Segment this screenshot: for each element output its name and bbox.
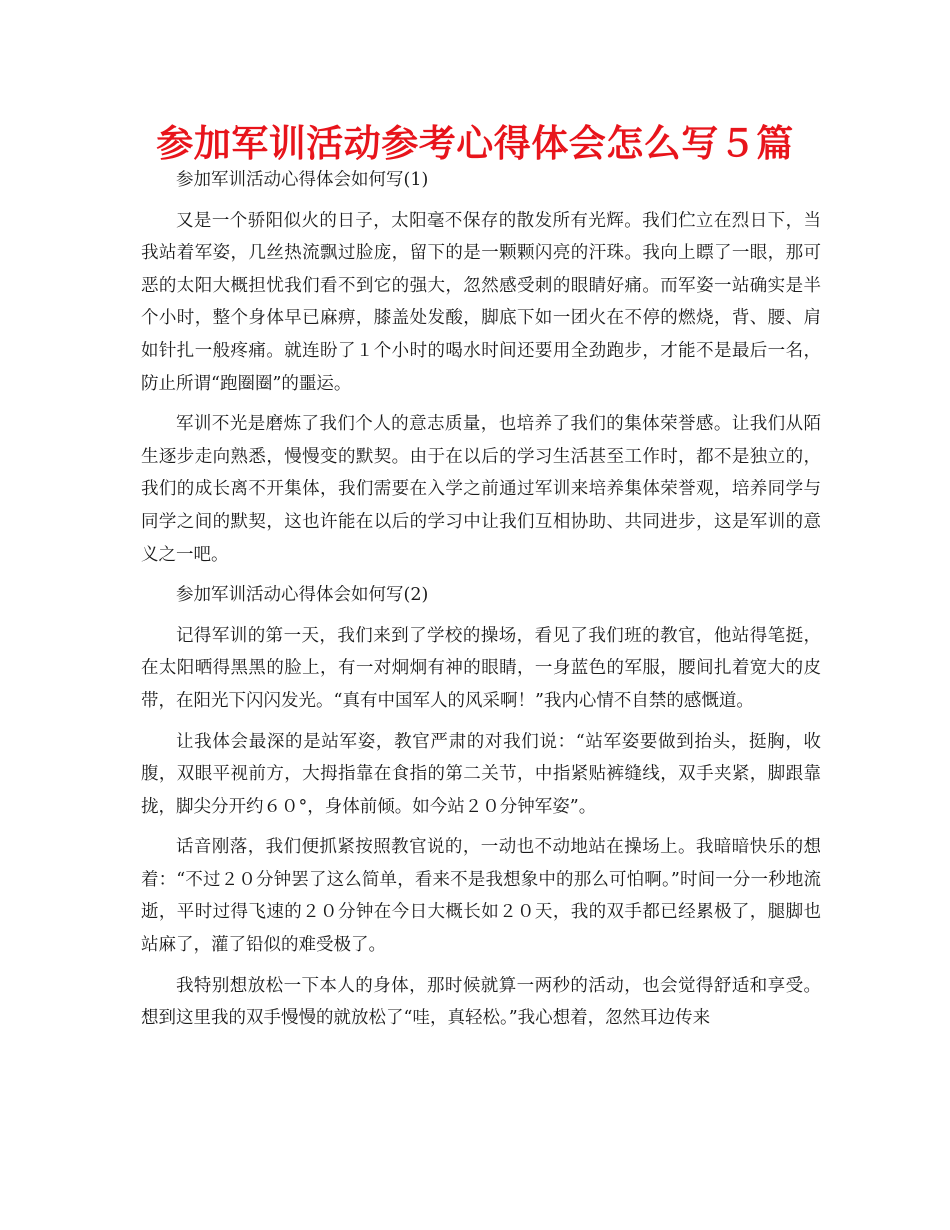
document-body	[141, 164, 821, 1043]
paragraph: 话音刚落，我们便抓紧按照教官说的，一动也不动地站在操场上。我暗暗快乐的想着：“不过２０分钟罢了这么简单，看来不是我想象中的那么可怕啊。”时间一分一秒地流逝，平时过得飞速的２０分钟在今日大概长如２０天，我的双手都已经累极了，腿脚也站麻了，灌了铅似的难受极了。	[141, 837, 821, 956]
section-heading-2: 参加军训活动心得体会如何写(2)	[176, 585, 429, 606]
section-heading-1: 参加军训活动心得体会如何写(1)	[176, 170, 429, 190]
paragraph: 记得军训的第一天，我们来到了学校的操场，看见了我们班的教官，他站得笔挺，在太阳晒得黑黑的脸上，有一对炯炯有神的眼睛，一身蓝色的军服，腰间扎着宽大的皮带，在阳光下闪闪发光。“真有中国军人的风采啊！”我内心情不自禁的感慨道。	[141, 625, 821, 711]
paragraph: 让我体会最深的是站军姿，教官严肃的对我们说：“站军姿要做到抬头，挺胸，收腹，双眼平视前方，大拇指靠在食指的第二关节，中指紧贴裤缝线，双手夹紧，脚跟靠拢，脚尖分开约６０°，身体前倾。如今站２０分钟军姿”。	[141, 731, 821, 817]
paragraph: 我特别想放松一下本人的身体，那时候就算一两秒的活动，也会觉得舒适和享受。想到这里我的双手慢慢的就放松了“哇，真轻松。”我心想着，忽然耳边传来	[141, 975, 821, 1029]
paragraph: 又是一个骄阳似火的日子，太阳毫不保存的散发所有光辉。我们伫立在烈日下，当我站着军姿，几丝热流飘过脸庞，留下的是一颗颗闪亮的汗珠。我向上瞟了一眼，那可恶的太阳大概担忧我们看不到它的强大，忽然感受刺的眼睛好痛。而军姿一站确实是半个小时，整个身体早已麻痹，膝盖处发酸，脚底下如一团火在不停的燃烧，背、腰、肩如针扎一般疼痛。就连盼了１个小时的喝水时间还要用全劲跑步，才能不是最后一名，防止所谓“跑圈圈”的噩运。	[141, 210, 821, 394]
paragraph: 军训不光是磨炼了我们个人的意志质量，也培养了我们的集体荣誉感。让我们从陌生逐步走向熟悉，慢慢变的默契。由于在以后的学习生活甚至工作时，都不是独立的，我们的成长离不开集体，我们需要在入学之前通过军训来培养集体荣誉观，培养同学与同学之间的默契，这也许能在以后的学习中让我们互相协助、共同进步，这是军训的意义之一吧。	[141, 414, 821, 565]
document-title: 参加军训活动参考心得体会怎么写５篇	[156, 122, 794, 165]
